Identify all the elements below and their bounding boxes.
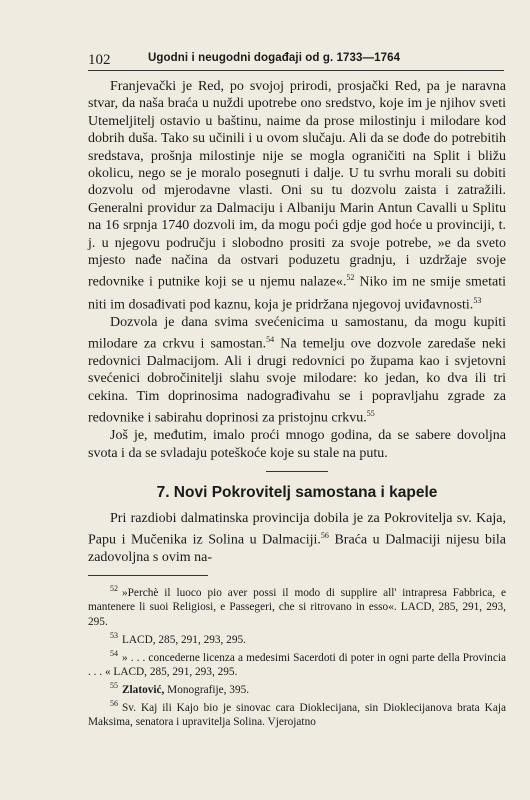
footnote-text: » . . . concederne licenza a medesimi Sacerdoti di poter in ogni parte della Provincia . . . « LACD, 285, 291, 293, 295. [88, 651, 506, 678]
paragraph-text: Još je, međutim, imalo proći mnogo godina, da se sabere dovoljna svota i da se svladaju poteškoće koje su stale na putu. [88, 428, 506, 461]
footnote-text: LACD, 285, 291, 293, 295. [122, 633, 246, 646]
footnote-ref: 56 [320, 530, 329, 540]
footnote [88, 582, 506, 628]
page-header [88, 48, 504, 71]
footnote-author: Zlatović, [122, 683, 165, 696]
footnote-divider [88, 575, 208, 576]
footnote-ref: 55 [366, 409, 375, 419]
paragraph-text: Na temelju ove dozvole zaredaše neki redovnici Dalmacijom. Ali i drugi redovnici po župama kao i svjetovni svećenici dobročinitelji slahu svoje milodare: ko jedan, ko dva ili tri cekina. Tim doprinosima nadograđivahu se i popravljahu zgrade za redovnike i sabirahu doprinosi za pristojnu crkvu. [88, 336, 507, 426]
running-title: Ugodni i neugodni događaji od g. 1733—1764 [148, 52, 401, 64]
footnote [88, 697, 506, 729]
section-divider [266, 471, 328, 472]
footnote-number: 53 [110, 630, 118, 640]
footnote-ref: 54 [266, 335, 275, 344]
footnote-ref: 52 [346, 273, 355, 283]
footnote [88, 647, 506, 679]
paragraph-text: Dozvola je dana svima svećenicima u samostanu, da mogu kupiti milodare za crkvu i samostan. [88, 314, 506, 352]
paragraph-text: Niko im ne smije smetati niti im dosađivati pod kaznu, koja je pridržana njegovoj uviđavnosti. [88, 275, 507, 313]
paragraph-text: Pri razdiobi dalmatinska provincija dobila je za Pokrovitelja sv. Kaja, Papu i Mučenika iz Solina u Dalmaciji. [88, 510, 506, 548]
footnote-text: Monografije, 395. [164, 683, 250, 696]
footnote-number: 56 [110, 698, 118, 708]
page-number: 102 [88, 52, 111, 68]
footnote-text: Sv. Kaj ili Kajo bio je sinovac cara Dioklecijana, sin Dioklecijanova brata Kaja Maksima, senatora i upravitelja Solina. Vjerojatno [88, 701, 506, 728]
paragraph-text: Franjevački je Red, po svojoj prirodi, prosjački Red, pa je naravna stvar, da naša braća u nuždi upotrebe ono sredstvo, koje im je njihov sveti Utemeljitelj ostavio u baštinu, naime da prose milostinju i milodare kod dobrih duša. Tako su učinili i u ovom slučaju. Ali da se dođe do potrebitih sredstava, prošnja milostinje nije se mogla ograničiti na Split i bližu okolicu, nego se je moralo posegnuti i dalje. U tu svrhu morali su dobiti dozvolu od mjerodavne vlasti. Oni su tu dozvolu zaista i zatražili. Generalni providur za Dalmaciju i Albaniju Marin Antun Cavalli u Splitu na 16 srpnja 1740 dozvoli im, da mogu poći gdje god hoće u provinciji, t. j. u njegovu području i slobodno prositi za svoje potrebe, »e da sveto mjesto nađe načina da ostvari poduzetu gradnju, i uzdržaje svoje redovnike i putnike koji se u njemu nalaze«. [88, 79, 506, 291]
footnote-number: 55 [110, 680, 118, 690]
footnote-number: 52 [110, 584, 118, 594]
section-paragraph [88, 510, 506, 567]
paragraph-3 [88, 427, 506, 462]
paragraph-2 [88, 314, 506, 428]
footnote-text: »Perchè il luoco pio aver possi il modo di supplire all' intrapresa Fabbrica, e mantenere li suoi Religiosi, e Passegeri, che si ritrovano in esso«. LACD, 285, 291, 293, 295. [88, 587, 506, 628]
paragraph-1 [88, 78, 506, 314]
body-text [88, 78, 506, 729]
footnote [88, 679, 506, 697]
footnote-number: 54 [110, 648, 118, 658]
section-heading: 7. Novi Pokrovitelj samostana i kapele [156, 484, 438, 502]
paragraph-text: Braća u Dalmaciji nijesu bila zadovoljna s ovim na- [88, 532, 506, 566]
footnote-ref: 53 [473, 295, 482, 305]
footnote [88, 629, 506, 647]
